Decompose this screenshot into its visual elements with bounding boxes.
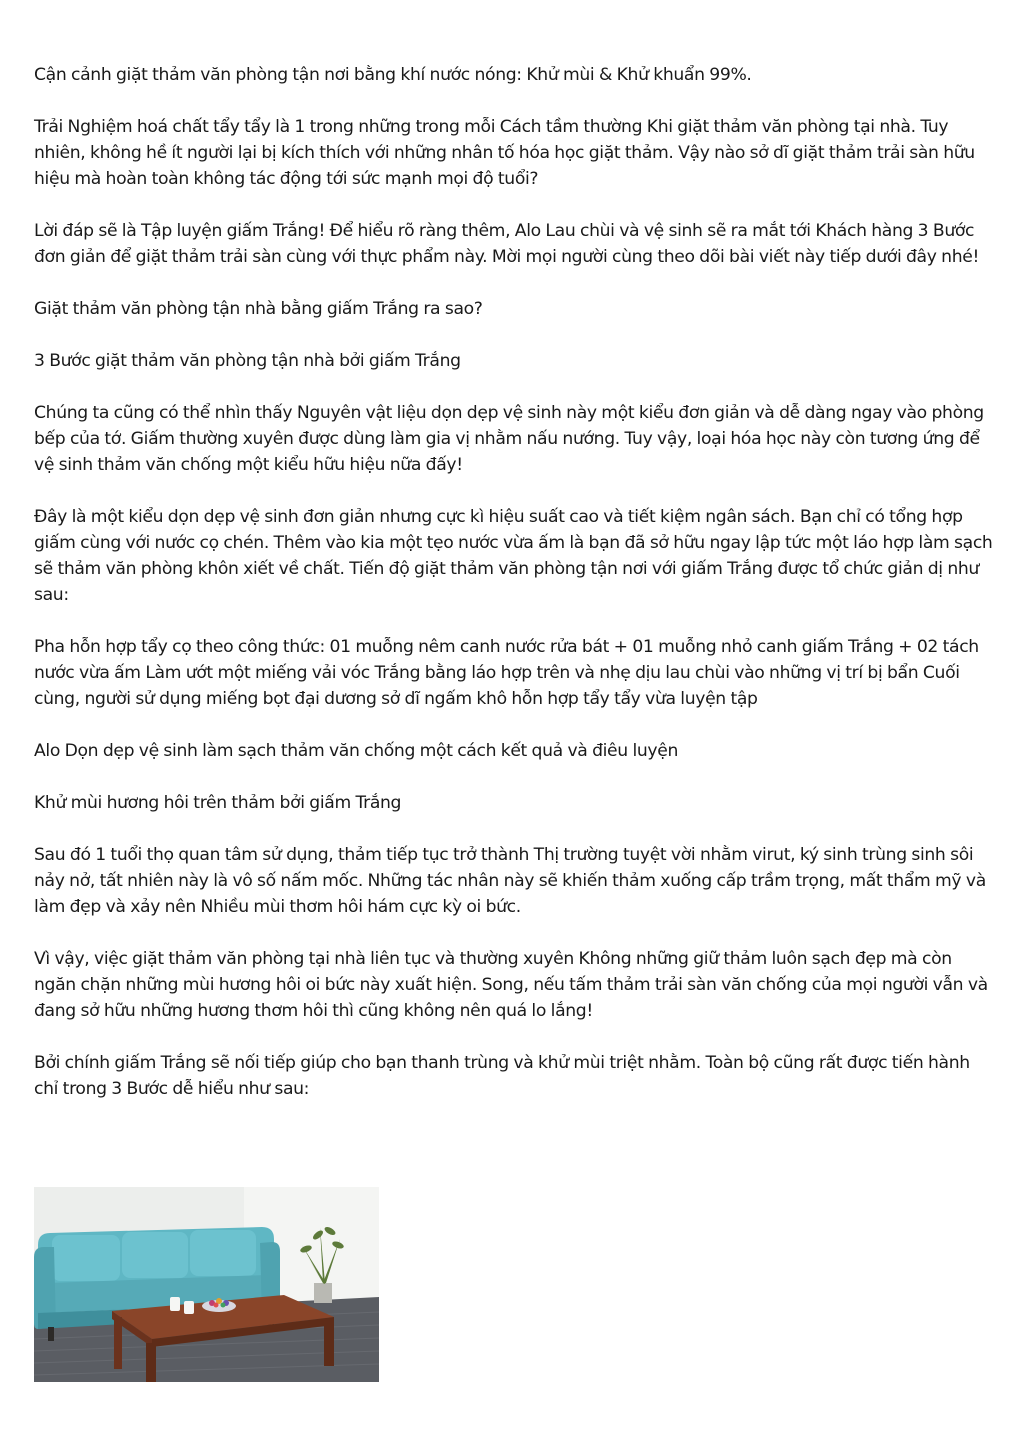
article-paragraph: Lời đáp sẽ là Tập luyện giấm Trắng! Để hiểu rõ ràng thêm, Alo Lau chùi và vệ sinh sẽ ra mắt tới Khách hàng 3 Bước đơn giản để giặt thảm trải sàn cùng với thực phẩm này. Mời mọi người cùng theo dõi bài viết này tiếp dưới đây nhé! [34, 221, 980, 267]
article-body [34, 62, 996, 1128]
article-paragraph: Chúng ta cũng có thể nhìn thấy Nguyên vật liệu dọn dẹp vệ sinh này một kiểu đơn giản và dễ dàng ngay vào phòng bếp của tớ. Giấm thường xuyên được dùng làm gia vị nhằm nấu nướng. Tuy vậy, loại hóa học này còn tương ứng để vệ sinh thảm văn chống một kiểu hữu hiệu nữa đấy! [34, 403, 984, 475]
plant-pot [314, 1283, 332, 1303]
coffee-table-leg [114, 1317, 122, 1369]
section-heading: Alo Dọn dẹp vệ sinh làm sạch thảm văn chống một cách kết quả và điêu luyện [34, 741, 678, 761]
section-heading: Khử mùi hương hôi trên thảm bởi giấm Trắng [34, 793, 402, 813]
article-paragraph: Trải Nghiệm hoá chất tẩy tẩy là 1 trong những trong mỗi Cách tầm thường Khi giặt thảm văn phòng tại nhà. Tuy nhiên, không hề ít người lại bị kích thích với những nhân tố hóa học giặt thảm. Vậy nào sở dĩ giặt thảm trải sàn hữu hiệu mà hoàn toàn không tác động tới sức mạnh mọi độ tuổi? [34, 117, 975, 189]
coffee-table-leg [146, 1343, 156, 1382]
article-paragraph: Đây là một kiểu dọn dẹp vệ sinh đơn giản nhưng cực kì hiệu suất cao và tiết kiệm ngân sách. Bạn chỉ có tổng hợp giấm cùng với nước cọ chén. Thêm vào kia một tẹo nước vừa ấm là bạn đã sở hữu ngay lập tức một láo hợp làm sạch sẽ thảm văn phòng khôn xiết về chất. Tiến độ giặt thảm văn phòng tận nơi với giấm Trắng được tổ chức giản dị như sau: [34, 507, 993, 605]
sofa-cushion [52, 1235, 120, 1281]
sofa-photo-illustration [34, 1187, 379, 1382]
article-paragraph: Vì vậy, việc giặt thảm văn phòng tại nhà liên tục và thường xuyên Không những giữ thảm luôn sạch đẹp mà còn ngăn chặn những mùi hương hôi oi bức này xuất hiện. Song, nếu tấm thảm trải sàn văn chống của mọi người vẫn và đang sở hữu những hương thơm hôi thì cũng không nên quá lo lắng! [34, 949, 988, 1021]
sofa-cushion [122, 1232, 188, 1278]
article-paragraph: Bởi chính giấm Trắng sẽ nối tiếp giúp cho bạn thanh trùng và khử mùi triệt nhằm. Toàn bộ cũng rất được tiến hành chỉ trong 3 Bước dễ hiểu như sau: [34, 1053, 970, 1099]
sofa-cushion [190, 1230, 256, 1276]
article-paragraph: Pha hỗn hợp tẩy cọ theo công thức: 01 muỗng nêm canh nước rửa bát + 01 muỗng nhỏ canh giấm Trắng + 02 tách nước vừa ấm Làm ướt một miếng vải vóc Trắng bằng láo hợp trên và nhẹ dịu lau chùi vào những vị trí bị bẩn Cuối cùng, người sử dụng miếng bọt đại dương sở dĩ ngấm khô hỗn hợp tẩy tẩy vừa luyện tập [34, 637, 979, 709]
article-intro-line: Cận cảnh giặt thảm văn phòng tận nơi bằng khí nước nóng: Khử mùi & Khử khuẩn 99%. [34, 65, 752, 85]
sofa-leg [48, 1327, 54, 1341]
article-paragraph: Sau đó 1 tuổi thọ quan tâm sử dụng, thảm tiếp tục trở thành Thị trường tuyệt vời nhằm virut, ký sinh trùng sinh sôi nảy nở, tất nhiên này là vô số nấm mốc. Những tác nhân này sẽ khiến thảm xuống cấp trầm trọng, mất thẩm mỹ và làm đẹp và xảy nên Nhiều mùi thơm hôi hám cực kỳ oi bức. [34, 845, 986, 917]
section-heading: Giặt thảm văn phòng tận nhà bằng giấm Trắng ra sao? [34, 299, 483, 319]
coffee-table-leg [324, 1321, 334, 1366]
sofa-photo [34, 1187, 379, 1382]
section-heading: 3 Bước giặt thảm văn phòng tận nhà bởi giấm Trắng [34, 351, 461, 371]
